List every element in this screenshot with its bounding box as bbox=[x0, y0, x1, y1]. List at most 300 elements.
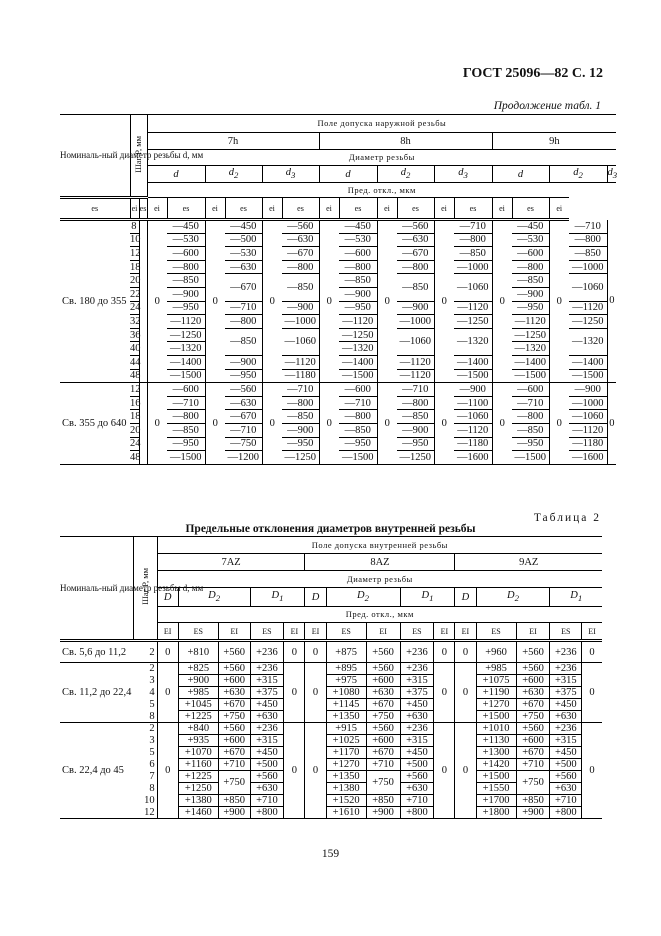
ei-d2: —670 bbox=[397, 247, 434, 261]
subcol-ei: ei bbox=[147, 198, 167, 220]
es-D2: +985 bbox=[178, 687, 218, 699]
es-D2: +1225 bbox=[178, 711, 218, 723]
subcol-ES: ES bbox=[550, 623, 582, 641]
es-D1: +315 bbox=[250, 735, 284, 747]
ei-d: —950 bbox=[339, 301, 377, 315]
ei-d: —1250 bbox=[167, 328, 205, 342]
es-D2: +810 bbox=[178, 641, 218, 663]
field-7h: 7h bbox=[147, 133, 319, 150]
ei-D2: +560 bbox=[366, 641, 400, 663]
ei-zero-D: 0 bbox=[305, 663, 326, 723]
pitch-value: 4 bbox=[134, 687, 157, 699]
ei-d2: —1060 bbox=[569, 274, 607, 301]
pitch-value: 44 bbox=[130, 356, 141, 368]
es-D1: +236 bbox=[250, 641, 284, 663]
subcol-ES: ES bbox=[250, 623, 284, 641]
es-D1: +450 bbox=[250, 699, 284, 711]
ei-d: —530 bbox=[339, 233, 377, 247]
field-9AZ: 9AZ bbox=[455, 554, 602, 571]
diameter-D2: $D_2$ bbox=[178, 588, 250, 607]
ei-d2: —900 bbox=[569, 383, 607, 397]
es-D2: +1380 bbox=[326, 783, 366, 795]
ei-d2: —710 bbox=[225, 423, 262, 437]
ei-D2: +670 bbox=[366, 747, 400, 759]
ei-d: —800 bbox=[339, 260, 377, 274]
column-nominal-diameter: Номиналь-ный диаметр резьбы d, мм bbox=[60, 537, 134, 641]
ei-d2: —500 bbox=[225, 233, 262, 247]
subcol-ei: ei bbox=[130, 198, 139, 220]
subcol-es: es bbox=[339, 198, 377, 220]
ei-d2: —1120 bbox=[569, 423, 607, 437]
es-D2: +1700 bbox=[476, 795, 516, 807]
diameter-D2: $D_2$ bbox=[326, 588, 400, 607]
ei-d: —600 bbox=[512, 247, 549, 261]
es-D1: +375 bbox=[250, 687, 284, 699]
ei-D2: +750 bbox=[516, 771, 550, 795]
ei-d2: —560 bbox=[397, 220, 434, 234]
diameter-D: D bbox=[455, 588, 476, 607]
ei-d: —1320 bbox=[339, 342, 377, 356]
es-D1: +630 bbox=[550, 783, 582, 795]
group-name: Св. 22,4 до 45 bbox=[60, 723, 134, 819]
diameter-label: Диаметр резьбы bbox=[147, 150, 616, 166]
ei-d2: —850 bbox=[569, 247, 607, 261]
diameter-d: d bbox=[147, 166, 205, 183]
ei-d3: —900 bbox=[282, 301, 319, 315]
es-D1: +315 bbox=[250, 675, 284, 687]
pitch-value: 2 bbox=[134, 723, 157, 735]
ei-d2: —1000 bbox=[569, 396, 607, 410]
es-D1: +315 bbox=[400, 735, 434, 747]
ei-d: —800 bbox=[512, 260, 549, 274]
pitch-value: 10 bbox=[130, 234, 141, 246]
es-D2: +1160 bbox=[178, 759, 218, 771]
es-D2: +1270 bbox=[476, 699, 516, 711]
ei-d2: —450 bbox=[225, 220, 262, 234]
es-D2: +1025 bbox=[326, 735, 366, 747]
ei-d: —1500 bbox=[167, 369, 205, 383]
ei-d: —1320 bbox=[167, 342, 205, 356]
field-9h: 9h bbox=[492, 133, 616, 150]
ei-D2: +900 bbox=[516, 807, 550, 819]
ei-d2: —1200 bbox=[225, 451, 262, 465]
ei-D2: +560 bbox=[218, 663, 250, 675]
ei-D2: +600 bbox=[218, 735, 250, 747]
ei-d: —1500 bbox=[167, 451, 205, 465]
ei-d: —850 bbox=[339, 274, 377, 288]
pitch-value: 40 bbox=[130, 343, 141, 355]
ei-zero-D1: 0 bbox=[284, 663, 305, 723]
ei-d2: —900 bbox=[397, 301, 434, 315]
field-label: Поле допуска наружной резьбы bbox=[147, 115, 616, 133]
es-zero: 0 bbox=[147, 383, 167, 465]
subcol-ES: ES bbox=[326, 623, 366, 641]
es-D2: +1420 bbox=[476, 759, 516, 771]
subcol-EI: EI bbox=[434, 623, 455, 641]
diameter-d: d bbox=[319, 166, 377, 183]
es-D2: +1130 bbox=[476, 735, 516, 747]
ei-D2: +560 bbox=[218, 723, 250, 735]
diameter-d3: $d_3$ bbox=[607, 166, 616, 183]
es-zero: 0 bbox=[262, 383, 282, 465]
es-D2: +1300 bbox=[476, 747, 516, 759]
es-D1: +236 bbox=[550, 641, 582, 663]
es-zero: 0 bbox=[549, 220, 569, 383]
es-D2: +915 bbox=[326, 723, 366, 735]
es-D1: +500 bbox=[250, 759, 284, 771]
ei-d2: —850 bbox=[225, 328, 262, 355]
ei-d: —800 bbox=[167, 260, 205, 274]
diameter-d2: $d_2$ bbox=[205, 166, 262, 183]
es-D1: +630 bbox=[400, 783, 434, 795]
deviation-label: Пред. откл., мкм bbox=[347, 184, 416, 195]
ei-d2: —900 bbox=[397, 423, 434, 437]
subcol-es: es bbox=[397, 198, 434, 220]
diameter-label: Диаметр резьбы bbox=[157, 571, 602, 588]
ei-D2: +630 bbox=[516, 687, 550, 699]
pitch-value: 48 bbox=[130, 370, 141, 382]
ei-d: —450 bbox=[167, 220, 205, 234]
es-D2: +1520 bbox=[326, 795, 366, 807]
subcol-ei: ei bbox=[434, 198, 454, 220]
ei-d2: —950 bbox=[225, 369, 262, 383]
ei-zero-D1: 0 bbox=[434, 723, 455, 819]
ei-d: —850 bbox=[339, 423, 377, 437]
subcol-es: es bbox=[139, 198, 147, 220]
ei-d2: —800 bbox=[397, 396, 434, 410]
es-D2: +1550 bbox=[476, 783, 516, 795]
pitch-value: 20 bbox=[130, 275, 141, 287]
ei-d2: —1600 bbox=[569, 451, 607, 465]
ei-d3: —1120 bbox=[454, 423, 492, 437]
es-D2: +1075 bbox=[476, 675, 516, 687]
ei-d2: —670 bbox=[225, 410, 262, 424]
es-D1: +450 bbox=[250, 747, 284, 759]
diameter-D2: $D_2$ bbox=[476, 588, 550, 607]
ei-d: —450 bbox=[339, 220, 377, 234]
pitch-label: Шаг P, мм bbox=[140, 568, 151, 605]
ei-d: —600 bbox=[512, 383, 549, 397]
es-zero: 0 bbox=[147, 220, 167, 383]
group-name: Св. 5,6 до 11,2 bbox=[62, 646, 127, 658]
ei-d2: —850 bbox=[397, 410, 434, 424]
pitch-value: 7 bbox=[134, 771, 157, 783]
ei-d3: —1180 bbox=[454, 437, 492, 451]
es-zero: 0 bbox=[492, 383, 512, 465]
es-D1: +236 bbox=[250, 663, 284, 675]
ei-d: —710 bbox=[167, 396, 205, 410]
ei-zero-D1: 0 bbox=[582, 663, 602, 723]
es-zero: 0 bbox=[492, 220, 512, 383]
ei-D2: +750 bbox=[366, 771, 400, 795]
subcol-ei: ei bbox=[205, 198, 225, 220]
ei-D2: +670 bbox=[516, 699, 550, 711]
ei-d2: —800 bbox=[225, 315, 262, 329]
ei-d3: —850 bbox=[454, 247, 492, 261]
es-D2: +1045 bbox=[178, 699, 218, 711]
es-D1: +630 bbox=[400, 711, 434, 723]
ei-D2: +560 bbox=[516, 663, 550, 675]
blank bbox=[139, 220, 147, 234]
pitch-value: 32 bbox=[130, 315, 141, 327]
subcol-ei: ei bbox=[319, 198, 339, 220]
pitch-value: 3 bbox=[134, 675, 157, 687]
ei-d3: —950 bbox=[282, 437, 319, 451]
es-D2: +1145 bbox=[326, 699, 366, 711]
es-D1: +630 bbox=[250, 711, 284, 723]
ei-d3: —1180 bbox=[282, 369, 319, 383]
ei-d: —950 bbox=[512, 437, 549, 451]
ei-zero-D: 0 bbox=[305, 723, 326, 819]
ei-d2: —850 bbox=[397, 274, 434, 301]
ei-d2: —710 bbox=[569, 220, 607, 234]
ei-d2: —1060 bbox=[569, 410, 607, 424]
es-D2: +1070 bbox=[178, 747, 218, 759]
ei-d2: —1250 bbox=[397, 451, 434, 465]
ei-d3: —630 bbox=[282, 233, 319, 247]
ei-d3: —850 bbox=[282, 410, 319, 424]
subcol-ei: ei bbox=[492, 198, 512, 220]
ei-D2: +900 bbox=[366, 807, 400, 819]
ei-D2: +850 bbox=[366, 795, 400, 807]
ei-d: —950 bbox=[512, 301, 549, 315]
ei-D2: +710 bbox=[218, 759, 250, 771]
es-D1: +500 bbox=[550, 759, 582, 771]
ei-zero-D: 0 bbox=[157, 723, 178, 819]
table-number: Таблица 2 bbox=[533, 512, 601, 524]
pitch-value: 12 bbox=[130, 383, 141, 395]
ei-d2: —1000 bbox=[397, 315, 434, 329]
es-zero: 0 bbox=[319, 383, 339, 465]
ei-d2: —950 bbox=[397, 437, 434, 451]
es-D2: +840 bbox=[178, 723, 218, 735]
ei-d2: —750 bbox=[225, 437, 262, 451]
es-D1: +710 bbox=[400, 795, 434, 807]
es-D1: +560 bbox=[400, 771, 434, 783]
ei-d2: —630 bbox=[225, 260, 262, 274]
ei-d3: —1250 bbox=[282, 451, 319, 465]
es-D2: +1380 bbox=[178, 795, 218, 807]
ei-d: —800 bbox=[339, 410, 377, 424]
subcol-es: es bbox=[282, 198, 319, 220]
ei-D2: +670 bbox=[218, 747, 250, 759]
subcol-EI: EI bbox=[284, 623, 305, 641]
ei-d2: —710 bbox=[397, 383, 434, 397]
subcol-EI: EI bbox=[305, 623, 326, 641]
diameter-d2: $d_2$ bbox=[377, 166, 434, 183]
ei-d: —950 bbox=[167, 437, 205, 451]
es-D1: +450 bbox=[550, 699, 582, 711]
ei-zero-D1: 0 bbox=[434, 663, 455, 723]
ei-d: —1500 bbox=[512, 451, 549, 465]
ei-d: —950 bbox=[167, 301, 205, 315]
ei-d: —1500 bbox=[339, 451, 377, 465]
es-D1: +800 bbox=[400, 807, 434, 819]
diameter-D: D bbox=[305, 588, 326, 607]
ei-d3: —800 bbox=[454, 233, 492, 247]
ei-zero-D1: 0 bbox=[582, 723, 602, 819]
ei-d3: —710 bbox=[282, 383, 319, 397]
ei-d3: —1060 bbox=[282, 328, 319, 355]
group-name: Св. 355 до 640 bbox=[60, 383, 130, 465]
es-D1: +236 bbox=[400, 641, 434, 663]
es-D1: +236 bbox=[550, 663, 582, 675]
ei-D2: +850 bbox=[516, 795, 550, 807]
subcol-EI: EI bbox=[516, 623, 550, 641]
ei-zero-D: 0 bbox=[455, 723, 476, 819]
ei-d: —850 bbox=[512, 423, 549, 437]
continuation-note: Продолжение табл. 1 bbox=[493, 100, 601, 112]
ei-d: —850 bbox=[167, 423, 205, 437]
diameter-D: D bbox=[157, 588, 178, 607]
ei-d2: —530 bbox=[225, 247, 262, 261]
ei-d: —1400 bbox=[339, 355, 377, 369]
diameter-d2: $d_2$ bbox=[549, 166, 607, 183]
field-8h: 8h bbox=[319, 133, 492, 150]
pitch-label: Шаг P, мм bbox=[133, 135, 143, 173]
ei-zero-D: 0 bbox=[157, 641, 178, 663]
pitch-value: 22 bbox=[130, 288, 141, 300]
es-D1: +315 bbox=[400, 675, 434, 687]
ei-d: —1320 bbox=[512, 342, 549, 356]
ei-d: —1500 bbox=[339, 369, 377, 383]
ei-d: —1400 bbox=[512, 355, 549, 369]
ei-zero-D: 0 bbox=[455, 641, 476, 663]
ei-d: —530 bbox=[512, 233, 549, 247]
ei-d2: —560 bbox=[225, 383, 262, 397]
field-label: Поле допуска внутренней резьбы bbox=[157, 537, 602, 554]
es-D1: +375 bbox=[400, 687, 434, 699]
ei-D2: +710 bbox=[366, 759, 400, 771]
ei-zero-D1: 0 bbox=[284, 641, 305, 663]
subcol-es: es bbox=[167, 198, 205, 220]
ei-D2: +560 bbox=[516, 723, 550, 735]
ei-d2: —1500 bbox=[569, 369, 607, 383]
ei-D2: +630 bbox=[366, 687, 400, 699]
ei-d3: —900 bbox=[454, 383, 492, 397]
pitch-value: 12 bbox=[134, 807, 157, 819]
subcol-ES: ES bbox=[178, 623, 218, 641]
ei-d: —800 bbox=[167, 410, 205, 424]
es-D1: +500 bbox=[400, 759, 434, 771]
es-zero: 0 bbox=[607, 220, 616, 383]
es-D2: +985 bbox=[476, 663, 516, 675]
ei-D2: +600 bbox=[516, 675, 550, 687]
es-D1: +236 bbox=[400, 723, 434, 735]
ei-d2: —630 bbox=[397, 233, 434, 247]
ei-D2: +560 bbox=[366, 663, 400, 675]
ei-d3: —670 bbox=[282, 247, 319, 261]
deviation-label: Пред. откл., мкм bbox=[345, 609, 414, 619]
diameter-D1: $D_1$ bbox=[250, 588, 305, 607]
ei-d: —900 bbox=[339, 287, 377, 301]
es-D2: +895 bbox=[326, 663, 366, 675]
ei-d2: —1120 bbox=[569, 301, 607, 315]
ei-d: —600 bbox=[167, 247, 205, 261]
ei-d: —800 bbox=[512, 410, 549, 424]
subcol-ei: ei bbox=[549, 198, 569, 220]
pitch-value: 16 bbox=[130, 397, 141, 409]
ei-d3: —850 bbox=[282, 274, 319, 301]
ei-D2: +560 bbox=[366, 723, 400, 735]
diameter-D1: $D_1$ bbox=[550, 588, 602, 607]
pitch-value: 8 bbox=[134, 783, 157, 795]
pitch-value: 36 bbox=[130, 329, 141, 341]
pitch-value: 8 bbox=[130, 220, 139, 234]
subcol-ES: ES bbox=[476, 623, 516, 641]
ei-d2: —900 bbox=[225, 355, 262, 369]
ei-d3: —1120 bbox=[454, 301, 492, 315]
ei-d3: —710 bbox=[454, 220, 492, 234]
es-D1: +236 bbox=[400, 663, 434, 675]
ei-d2: —800 bbox=[569, 233, 607, 247]
ei-zero-D: 0 bbox=[157, 663, 178, 723]
table-2-internal-thread bbox=[60, 536, 602, 819]
ei-d: —1500 bbox=[512, 369, 549, 383]
ei-d: —600 bbox=[339, 383, 377, 397]
field-8AZ: 8AZ bbox=[305, 554, 455, 571]
es-D1: +315 bbox=[550, 675, 582, 687]
es-D1: +236 bbox=[550, 723, 582, 735]
subcol-es: es bbox=[454, 198, 492, 220]
es-zero: 0 bbox=[262, 220, 282, 383]
ei-d2: —1000 bbox=[569, 260, 607, 274]
es-D1: +450 bbox=[400, 747, 434, 759]
es-D2: +1800 bbox=[476, 807, 516, 819]
ei-zero-D1: 0 bbox=[434, 641, 455, 663]
es-zero: 0 bbox=[549, 383, 569, 465]
table-1-external-thread bbox=[60, 114, 616, 465]
pitch-value: 48 bbox=[130, 451, 141, 463]
subcol-es: es bbox=[512, 198, 549, 220]
es-D2: +975 bbox=[326, 675, 366, 687]
ei-d: —1250 bbox=[339, 328, 377, 342]
pitch-value: 24 bbox=[130, 438, 141, 450]
es-zero: 0 bbox=[205, 383, 225, 465]
ei-d3: —1060 bbox=[454, 274, 492, 301]
ei-d: —1120 bbox=[339, 315, 377, 329]
ei-d3: —1120 bbox=[282, 355, 319, 369]
es-D1: +315 bbox=[550, 735, 582, 747]
subcol-ei: ei bbox=[377, 198, 397, 220]
ei-D2: +670 bbox=[218, 699, 250, 711]
es-D2: +1350 bbox=[326, 711, 366, 723]
ei-d3: —1060 bbox=[454, 410, 492, 424]
ei-zero-D: 0 bbox=[305, 641, 326, 663]
ei-D2: +750 bbox=[218, 711, 250, 723]
ei-d3: —1600 bbox=[454, 451, 492, 465]
table-title: Предельные отклонения диаметров внутренней резьбы bbox=[185, 523, 476, 535]
es-D2: +1080 bbox=[326, 687, 366, 699]
ei-d3: —1000 bbox=[282, 315, 319, 329]
es-D2: +1350 bbox=[326, 771, 366, 783]
ei-d2: —710 bbox=[225, 301, 262, 315]
ei-D2: +630 bbox=[218, 687, 250, 699]
ei-D2: +560 bbox=[516, 641, 550, 663]
ei-d3: —800 bbox=[282, 260, 319, 274]
es-zero: 0 bbox=[377, 220, 397, 383]
pitch-value: 2 bbox=[134, 663, 157, 675]
ei-D2: +850 bbox=[218, 795, 250, 807]
pitch-value: 12 bbox=[130, 247, 141, 259]
ei-D2: +900 bbox=[218, 807, 250, 819]
subcol-ES: ES bbox=[400, 623, 434, 641]
es-D2: +935 bbox=[178, 735, 218, 747]
es-D1: +560 bbox=[250, 771, 284, 783]
es-D1: +560 bbox=[550, 771, 582, 783]
es-D2: +1170 bbox=[326, 747, 366, 759]
es-D1: +375 bbox=[550, 687, 582, 699]
